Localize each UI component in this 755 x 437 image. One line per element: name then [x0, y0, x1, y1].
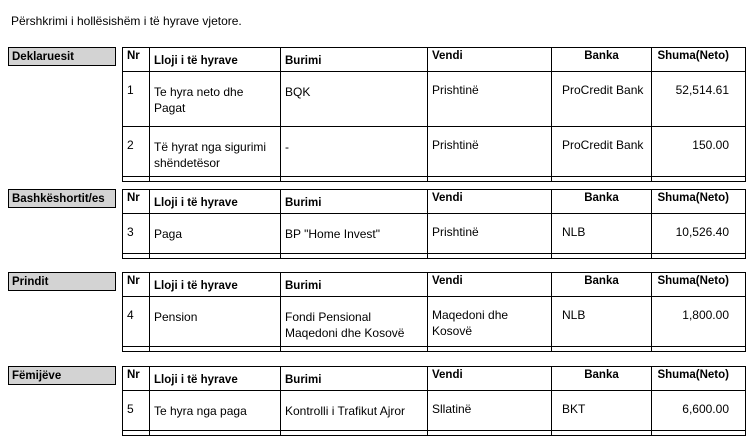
table-header-row — [123, 273, 746, 297]
section-label: Deklaruesit — [8, 47, 116, 66]
cell-burimi: BP "Home Invest" — [281, 214, 428, 254]
cell-banka: BKT — [552, 391, 652, 431]
header-nr: Nr — [123, 190, 150, 214]
header-lloji: Lloji i të hyrave — [150, 273, 281, 297]
header-shuma: Shuma(Neto) — [652, 190, 746, 214]
header-shuma: Shuma(Neto) — [652, 48, 746, 72]
header-shuma: Shuma(Neto) — [652, 273, 746, 297]
header-nr: Nr — [123, 367, 150, 391]
header-burimi: Burimi — [281, 367, 428, 391]
cell-shuma: 1,800.00 — [652, 297, 746, 347]
header-lloji: Lloji i të hyrave — [150, 48, 281, 72]
cell-nr: 2 — [123, 127, 150, 177]
cell-vendi: Maqedoni dhe Kosovë — [428, 297, 552, 347]
cell-burimi: - — [281, 127, 428, 177]
header-vendi: Vendi — [428, 367, 552, 391]
cell-nr: 4 — [123, 297, 150, 347]
header-vendi: Vendi — [428, 190, 552, 214]
table-row — [123, 127, 746, 177]
cell-lloji: Pension — [150, 297, 281, 347]
section-label: Fëmijëve — [8, 366, 116, 385]
header-burimi: Burimi — [281, 273, 428, 297]
cell-shuma: 52,514.61 — [652, 72, 746, 127]
header-burimi: Burimi — [281, 190, 428, 214]
income-table — [122, 47, 746, 182]
header-nr: Nr — [123, 48, 150, 72]
cell-nr: 5 — [123, 391, 150, 431]
table-spacer-row — [123, 254, 746, 259]
cell-shuma: 6,600.00 — [652, 391, 746, 431]
table-row — [123, 72, 746, 127]
header-burimi: Burimi — [281, 48, 428, 72]
cell-banka: NLB — [552, 297, 652, 347]
table-spacer-row — [123, 347, 746, 352]
cell-banka: ProCredit Bank — [552, 72, 652, 127]
cell-vendi: Sllatinë — [428, 391, 552, 431]
cell-lloji: Te hyra nga paga — [150, 391, 281, 431]
header-vendi: Vendi — [428, 48, 552, 72]
cell-nr: 1 — [123, 72, 150, 127]
cell-vendi: Prishtinë — [428, 72, 552, 127]
cell-vendi: Prishtinë — [428, 214, 552, 254]
table-spacer-row — [123, 177, 746, 182]
income-table — [122, 189, 746, 259]
cell-burimi: Fondi Pensional Maqedoni dhe Kosovë — [281, 297, 428, 347]
cell-lloji: Te hyra neto dhe Pagat — [150, 72, 281, 127]
cell-burimi: Kontrolli i Trafikut Ajror — [281, 391, 428, 431]
section-label: Prindit — [8, 272, 116, 291]
cell-banka: ProCredit Bank — [552, 127, 652, 177]
table-row — [123, 297, 746, 347]
table-spacer-row — [123, 431, 746, 436]
header-banka: Banka — [552, 273, 652, 297]
income-table — [122, 366, 746, 436]
header-lloji: Lloji i të hyrave — [150, 190, 281, 214]
cell-lloji: Paga — [150, 214, 281, 254]
section-label: Bashkëshortit/es — [8, 189, 116, 208]
cell-shuma: 10,526.40 — [652, 214, 746, 254]
header-shuma: Shuma(Neto) — [652, 367, 746, 391]
header-nr: Nr — [123, 273, 150, 297]
cell-lloji: Të hyrat nga sigurimi shëndetësor — [150, 127, 281, 177]
table-row — [123, 214, 746, 254]
page-title: Përshkrimi i hollësishëm i të hyrave vjetore. — [11, 14, 242, 28]
cell-nr: 3 — [123, 214, 150, 254]
header-lloji: Lloji i të hyrave — [150, 367, 281, 391]
header-banka: Banka — [552, 367, 652, 391]
income-table — [122, 272, 746, 352]
header-banka: Banka — [552, 190, 652, 214]
cell-banka: NLB — [552, 214, 652, 254]
table-header-row — [123, 367, 746, 391]
cell-burimi: BQK — [281, 72, 428, 127]
cell-shuma: 150.00 — [652, 127, 746, 177]
table-header-row — [123, 190, 746, 214]
table-header-row — [123, 48, 746, 72]
header-banka: Banka — [552, 48, 652, 72]
header-vendi: Vendi — [428, 273, 552, 297]
table-row — [123, 391, 746, 431]
cell-vendi: Prishtinë — [428, 127, 552, 177]
